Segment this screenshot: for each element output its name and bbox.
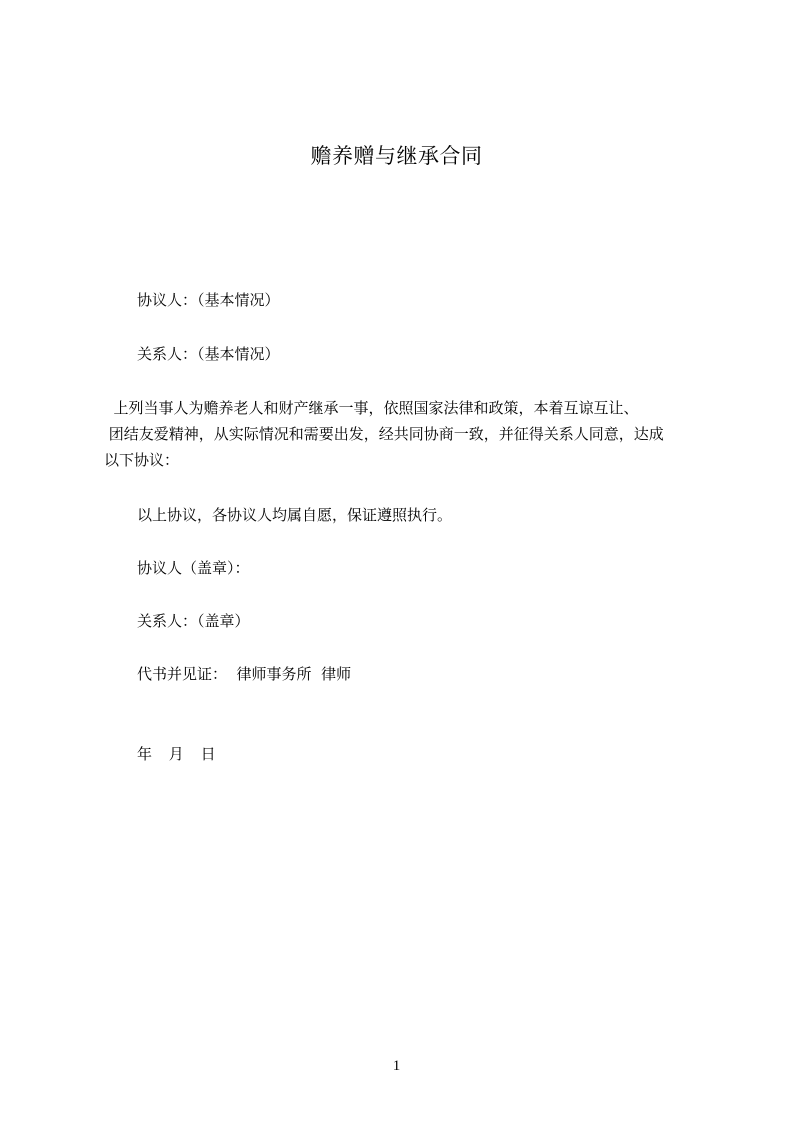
date-year: 年 bbox=[137, 745, 153, 763]
related-party-line: 关系人：（基本情况） bbox=[137, 345, 280, 363]
date-month: 月 bbox=[168, 745, 184, 763]
preamble-row: 上列当事人为赡养老人和财产继承一事，依照国家法律和政策，本着互谅互让、 bbox=[104, 399, 639, 417]
preamble-paragraph bbox=[104, 395, 704, 473]
agreement-statement: 以上协议，各协议人均属自愿，保证遵照执行。 bbox=[137, 506, 453, 524]
witness-line: 代书并见证： 律师事务所 律师 bbox=[137, 665, 352, 683]
related-seal-line: 关系人：（盖章） bbox=[137, 612, 250, 630]
party-seal-line: 协议人（盖章）： bbox=[137, 559, 250, 577]
document-title: 赡养赠与继承合同 bbox=[310, 144, 483, 168]
party-line: 协议人：（基本情况） bbox=[137, 291, 280, 309]
page-number: 1 bbox=[392, 1058, 401, 1074]
date-line bbox=[137, 744, 228, 764]
preamble-row: 团结友爱精神，从实际情况和需要出发，经共同协商一致，并征得关系人同意，达成 bbox=[104, 425, 664, 443]
date-day: 日 bbox=[200, 745, 216, 763]
preamble-row: 以下协议： bbox=[104, 451, 180, 469]
